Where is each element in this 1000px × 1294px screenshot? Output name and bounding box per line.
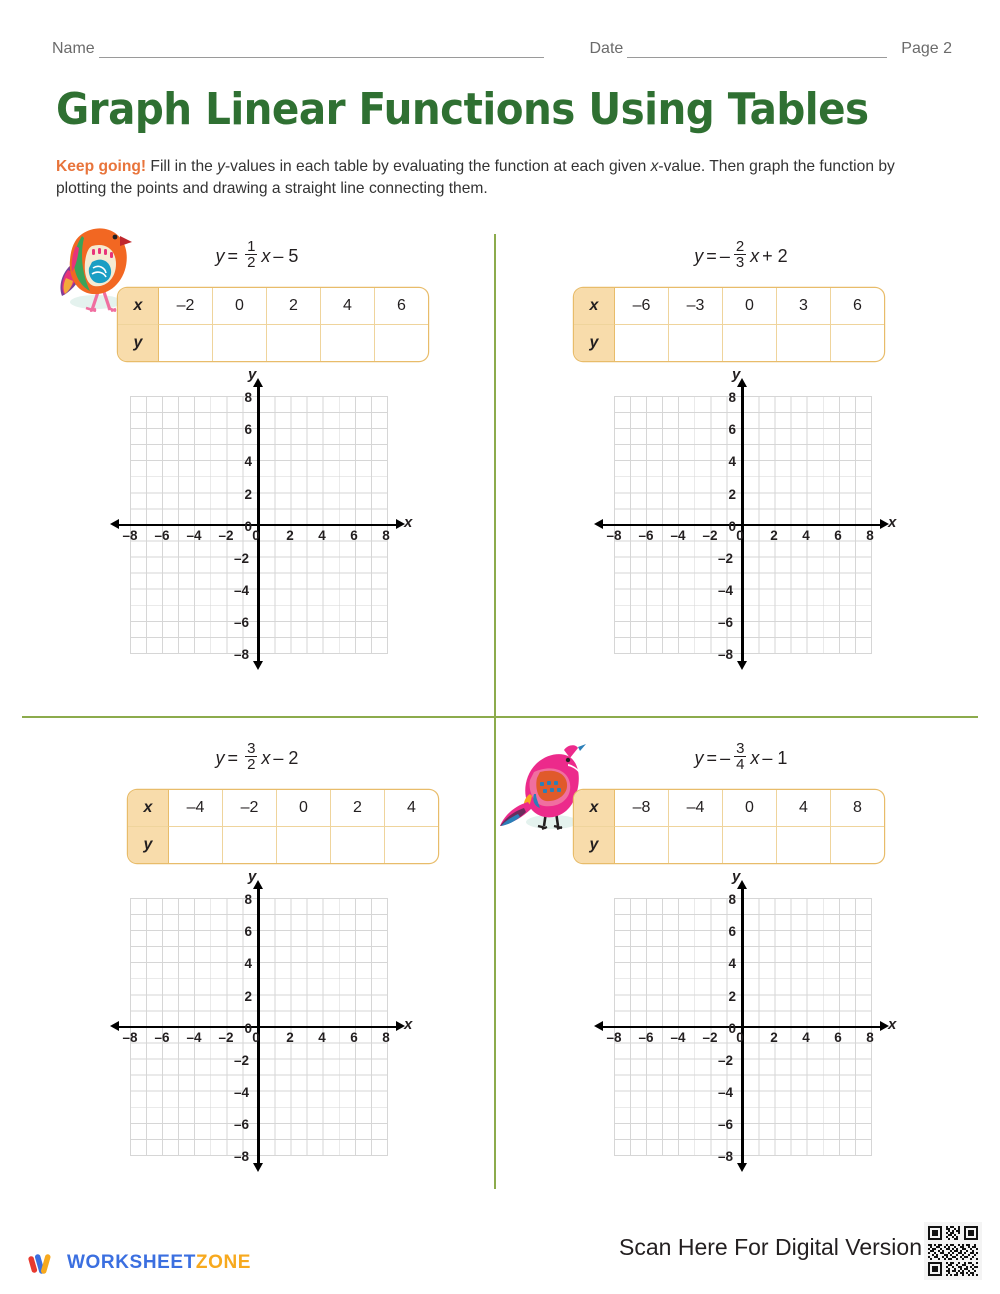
x-tick: –6	[638, 1030, 654, 1045]
problem-3	[22, 728, 492, 1198]
page-number: Page 2	[901, 40, 952, 57]
y-tick: 6	[244, 924, 252, 939]
x-tick: 6	[350, 1030, 358, 1045]
coordinate-plane-3[interactable]	[106, 868, 413, 1190]
y-tick: –4	[233, 583, 249, 598]
eq3-variable: x	[261, 747, 271, 768]
y-tick: –8	[233, 1149, 249, 1164]
row-label-y: y	[118, 325, 159, 361]
row-label-y: y	[574, 827, 615, 863]
y-axis-down-arrow-icon	[253, 1163, 263, 1172]
row-label-x: x	[574, 288, 615, 325]
x-tick: –8	[122, 1030, 138, 1045]
eq3-denominator: 2	[247, 756, 256, 774]
y-tick: –2	[717, 551, 733, 566]
x-cell: 0	[723, 790, 777, 827]
eq1-lhs: y	[215, 245, 225, 266]
x-tick: 2	[770, 1030, 778, 1045]
y-answer-cell[interactable]	[223, 827, 277, 863]
x-cell: 2	[267, 288, 321, 325]
x-tick: 4	[802, 1030, 810, 1045]
y-tick: –2	[233, 551, 249, 566]
x-cell: 0	[213, 288, 267, 325]
x-cell: 6	[375, 288, 428, 325]
eq3-equals: =	[227, 747, 239, 768]
y-answer-cell[interactable]	[831, 325, 884, 361]
x-axis-left-arrow-icon	[594, 1021, 603, 1031]
x-tick: 0	[252, 528, 260, 543]
x-axis-label: x	[404, 1016, 413, 1033]
qr-code[interactable]	[924, 1222, 982, 1280]
y-tick: –2	[717, 1053, 733, 1068]
instructions-italic-y: y	[217, 158, 225, 175]
y-tick: 8	[728, 892, 736, 907]
y-tick: 0	[244, 1021, 252, 1036]
x-axis-left-arrow-icon	[594, 519, 603, 529]
y-tick: –8	[233, 647, 249, 662]
table-row-y	[128, 827, 438, 863]
x-tick: 4	[802, 528, 810, 543]
y-answer-cell[interactable]	[213, 325, 267, 361]
eq4-sign: –	[720, 747, 731, 768]
y-tick: –4	[233, 1085, 249, 1100]
eq2-lhs: y	[694, 245, 704, 266]
x-tick: –2	[218, 528, 234, 543]
y-tick: 6	[728, 422, 736, 437]
row-label-x: x	[128, 790, 169, 827]
x-tick: 8	[382, 1030, 390, 1045]
eq3-lhs: y	[215, 747, 225, 768]
value-table-3	[128, 790, 438, 863]
y-tick: 2	[244, 487, 252, 502]
x-tick: 4	[318, 1030, 326, 1045]
x-cell: –2	[159, 288, 213, 325]
problem-1	[22, 226, 492, 696]
x-tick: –2	[702, 528, 718, 543]
y-tick: 0	[728, 519, 736, 534]
y-answer-cell[interactable]	[615, 827, 669, 863]
y-answer-cell[interactable]	[831, 827, 884, 863]
equation-2	[506, 240, 976, 282]
eq2-denominator: 3	[735, 254, 745, 272]
logo-mark-icon	[28, 1248, 58, 1278]
y-answer-cell[interactable]	[777, 827, 831, 863]
x-tick: –8	[122, 528, 138, 543]
y-axis-down-arrow-icon	[253, 661, 263, 670]
eq4-constant: – 1	[762, 747, 788, 768]
eq1-numerator: 1	[247, 238, 256, 255]
y-axis	[741, 385, 743, 664]
x-tick: –4	[186, 528, 202, 543]
eq2-numerator: 2	[735, 238, 745, 255]
horizontal-divider	[22, 716, 978, 718]
y-answer-cell[interactable]	[723, 827, 777, 863]
y-axis	[257, 385, 259, 664]
eq1-fraction	[245, 239, 257, 271]
page-title: Graph Linear Functions Using Tables	[56, 84, 869, 135]
name-label: Name	[52, 40, 95, 57]
logo-word-zone: ZONE	[195, 1252, 252, 1273]
x-axis-label: x	[888, 514, 897, 531]
eq2-sign: –	[719, 245, 730, 266]
y-answer-cell[interactable]	[277, 827, 331, 863]
coordinate-plane-1[interactable]	[106, 366, 413, 688]
equation-1	[22, 240, 492, 282]
x-tick: 0	[736, 1030, 744, 1045]
y-tick: –8	[717, 1149, 733, 1164]
x-cell: –8	[615, 790, 669, 827]
x-cell: 6	[831, 288, 884, 325]
coordinate-plane-4[interactable]	[590, 868, 897, 1190]
coordinate-plane-2[interactable]	[590, 366, 897, 688]
y-tick: 8	[244, 390, 252, 405]
y-axis-down-arrow-icon	[737, 1163, 747, 1172]
y-tick: 4	[244, 956, 252, 971]
y-answer-cell[interactable]	[723, 325, 777, 361]
x-tick: –2	[702, 1030, 718, 1045]
worksheet-header	[52, 34, 952, 58]
y-axis-label: y	[248, 366, 257, 383]
instructions-italic-x: x	[650, 158, 659, 175]
x-tick: 6	[834, 528, 842, 543]
row-label-y: y	[128, 827, 169, 863]
x-tick: –8	[606, 528, 622, 543]
logo-word-worksheet: WORKSHEET	[67, 1252, 196, 1273]
x-tick: –6	[154, 528, 170, 543]
value-table-4	[574, 790, 884, 863]
name-input-line[interactable]	[99, 42, 544, 58]
x-cell: 3	[777, 288, 831, 325]
y-answer-cell[interactable]	[321, 325, 375, 361]
x-axis-label: x	[888, 1016, 897, 1033]
x-tick: –4	[186, 1030, 202, 1045]
instructions-text-3: -value. Then graph the function by plotting the points and drawing a straight line connecting them.	[56, 158, 895, 198]
eq2-fraction	[734, 239, 746, 271]
y-tick: –8	[717, 647, 733, 662]
y-answer-cell[interactable]	[385, 827, 438, 863]
eq2-variable: x	[750, 245, 760, 266]
y-axis	[741, 887, 743, 1166]
eq4-lhs: y	[694, 747, 704, 768]
x-cell: 4	[777, 790, 831, 827]
eq1-constant: – 5	[273, 245, 299, 266]
x-tick: 8	[866, 1030, 874, 1045]
eq3-constant: – 2	[273, 747, 299, 768]
y-axis	[257, 887, 259, 1166]
x-cell: –4	[669, 790, 723, 827]
x-tick: 6	[834, 1030, 842, 1045]
eq4-equals: =	[706, 747, 718, 768]
eq4-variable: x	[750, 747, 760, 768]
x-tick: 6	[350, 528, 358, 543]
y-answer-cell[interactable]	[669, 325, 723, 361]
eq1-equals: =	[227, 245, 239, 266]
eq1-denominator: 2	[247, 254, 256, 272]
table-row-y	[574, 325, 884, 361]
x-tick: 8	[866, 528, 874, 543]
row-label-x: x	[118, 288, 159, 325]
x-cell: 2	[331, 790, 385, 827]
row-label-x: x	[574, 790, 615, 827]
eq2-equals: =	[706, 245, 717, 266]
x-tick: –4	[670, 528, 686, 543]
x-tick: 4	[318, 528, 326, 543]
y-answer-cell[interactable]	[331, 827, 385, 863]
x-tick: –6	[154, 1030, 170, 1045]
y-tick: –4	[717, 1085, 733, 1100]
y-tick: 4	[728, 454, 736, 469]
eq3-numerator: 3	[247, 740, 256, 757]
x-tick: –6	[638, 528, 654, 543]
y-tick: 2	[728, 487, 736, 502]
x-cell: 0	[723, 288, 777, 325]
eq4-fraction	[734, 741, 746, 773]
x-cell: 0	[277, 790, 331, 827]
table-row-y	[574, 827, 884, 863]
y-tick: –4	[717, 583, 733, 598]
x-tick: –4	[670, 1030, 686, 1045]
x-tick: 2	[286, 1030, 294, 1045]
x-tick: –8	[606, 1030, 622, 1045]
y-tick: 4	[728, 956, 736, 971]
y-tick: 4	[244, 454, 252, 469]
x-cell: 4	[321, 288, 375, 325]
eq4-denominator: 4	[736, 756, 745, 774]
y-answer-cell[interactable]	[169, 827, 223, 863]
row-label-y: y	[574, 325, 615, 361]
x-cell: –3	[669, 288, 723, 325]
x-cell: –4	[169, 790, 223, 827]
y-tick: 2	[244, 989, 252, 1004]
x-tick: 0	[252, 1030, 260, 1045]
instructions	[56, 156, 901, 201]
y-axis-label: y	[248, 868, 257, 885]
y-tick: –6	[233, 615, 249, 630]
date-input-line[interactable]	[627, 42, 887, 58]
y-axis-label: y	[732, 868, 741, 885]
problem-4	[506, 728, 976, 1198]
x-axis-left-arrow-icon	[110, 519, 119, 529]
value-table-2	[574, 288, 884, 361]
y-tick: –2	[233, 1053, 249, 1068]
y-tick: 0	[244, 519, 252, 534]
table-row-x	[574, 288, 884, 325]
eq4-numerator: 3	[736, 740, 745, 757]
table-row-x	[574, 790, 884, 827]
y-tick: –6	[233, 1117, 249, 1132]
x-cell: –2	[223, 790, 277, 827]
x-tick: 2	[770, 528, 778, 543]
y-tick: 2	[728, 989, 736, 1004]
y-answer-cell[interactable]	[777, 325, 831, 361]
instructions-text-2: -values in each table by evaluating the function at each given	[224, 158, 651, 175]
x-cell: –6	[615, 288, 669, 325]
value-table-1	[118, 288, 428, 361]
x-cell: 8	[831, 790, 884, 827]
eq1-variable: x	[261, 245, 271, 266]
problem-2	[506, 226, 976, 696]
y-tick: –6	[717, 1117, 733, 1132]
y-tick: 6	[244, 422, 252, 437]
y-tick: 6	[728, 924, 736, 939]
equation-4	[506, 742, 976, 784]
vertical-divider	[494, 234, 496, 1189]
eq3-fraction	[245, 741, 257, 773]
x-tick: 0	[736, 528, 744, 543]
y-tick: 8	[728, 390, 736, 405]
y-tick: 0	[728, 1021, 736, 1036]
instructions-text-1: Fill in the	[146, 158, 218, 175]
y-answer-cell[interactable]	[615, 325, 669, 361]
x-cell: 4	[385, 790, 438, 827]
x-axis-label: x	[404, 514, 413, 531]
eq2-constant: + 2	[762, 245, 788, 266]
y-axis-label: y	[732, 366, 741, 383]
y-tick: –6	[717, 615, 733, 630]
logo-text	[67, 1252, 251, 1274]
equation-3	[22, 742, 492, 784]
worksheet-zone-logo[interactable]	[28, 1248, 251, 1278]
scan-instruction-text: Scan Here For Digital Version	[619, 1234, 922, 1260]
x-axis-left-arrow-icon	[110, 1021, 119, 1031]
x-tick: 2	[286, 528, 294, 543]
y-answer-cell[interactable]	[375, 325, 428, 361]
table-row-x	[128, 790, 438, 827]
y-tick: 8	[244, 892, 252, 907]
x-tick: –2	[218, 1030, 234, 1045]
y-answer-cell[interactable]	[669, 827, 723, 863]
table-row-y	[118, 325, 428, 361]
y-answer-cell[interactable]	[159, 325, 213, 361]
x-tick: 8	[382, 528, 390, 543]
instructions-callout: Keep going!	[56, 158, 147, 175]
date-label: Date	[589, 40, 624, 57]
y-answer-cell[interactable]	[267, 325, 321, 361]
y-axis-down-arrow-icon	[737, 661, 747, 670]
table-row-x	[118, 288, 428, 325]
